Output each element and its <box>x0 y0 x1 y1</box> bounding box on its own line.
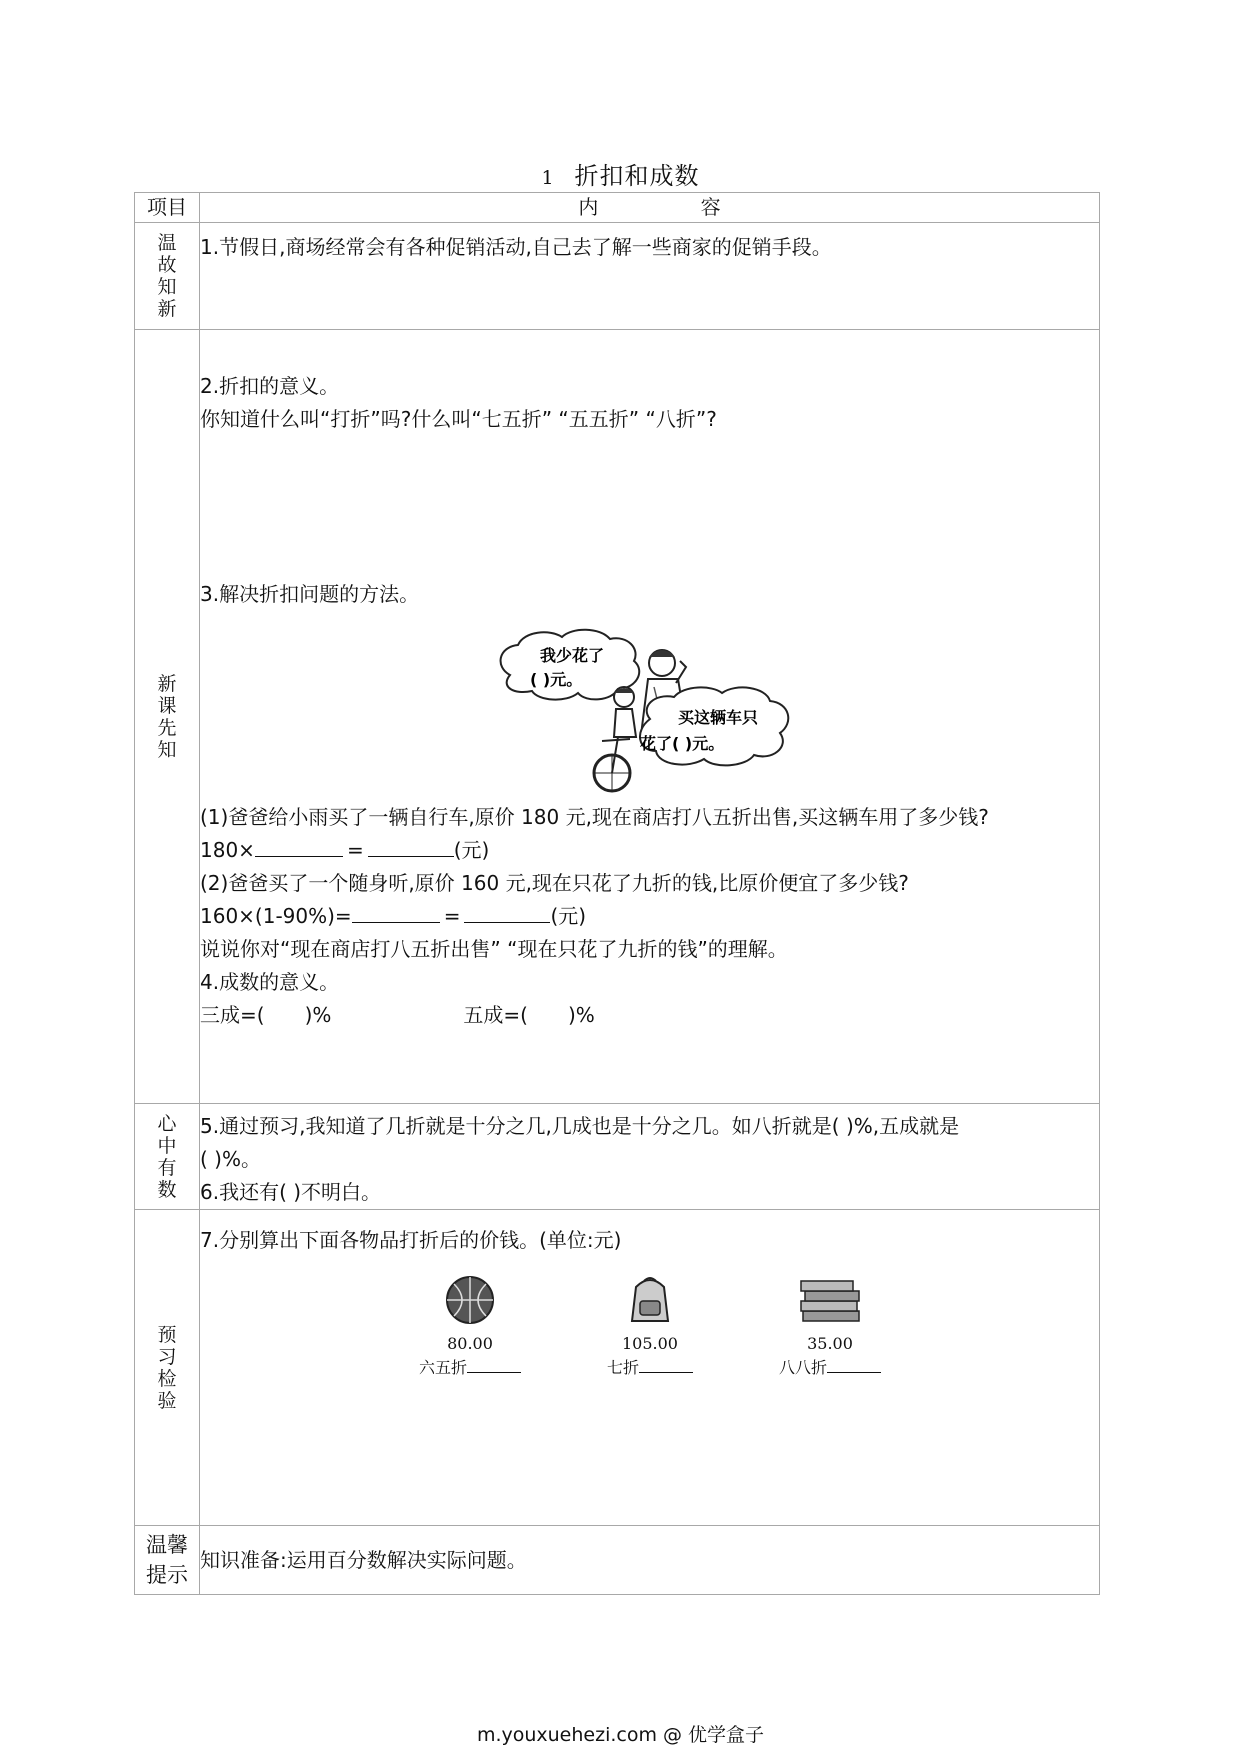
row-new-lesson <box>135 330 1100 1104</box>
problem-2: (2)爸爸买了一个随身听,原价 160 元,现在只花了九折的钱,比原价便宜了多少钱? <box>200 871 909 895</box>
item-discount: 六五折 <box>418 1358 467 1377</box>
bubble-1-line-1: 我少花了 <box>539 646 604 665</box>
title-number: 1 <box>541 167 555 189</box>
question-2-title: 2.折扣的意义。 <box>200 374 340 398</box>
bubble-2-line-2: 花了( )元。 <box>639 734 724 753</box>
row-self-check <box>135 1104 1100 1210</box>
label-new-lesson: 新课先知 <box>135 330 200 1104</box>
basketball-icon <box>442 1275 498 1325</box>
question-4-title: 4.成数的意义。 <box>200 970 340 994</box>
label-self-check: 心中有数 <box>135 1104 200 1210</box>
question-2-text: 你知道什么叫“打折”吗?什么叫“七五折” “五五折” “八折”? <box>200 407 717 431</box>
backpack-icon <box>622 1275 678 1325</box>
problem-2-equation: 160×(1-90%)= = (元) <box>200 900 1099 933</box>
bicycle-illustration <box>490 627 810 797</box>
bubble-1-line-2: ( )元。 <box>529 670 582 689</box>
item-books <box>760 1275 900 1380</box>
content-new-lesson <box>200 330 1100 1104</box>
item-backpack <box>580 1275 720 1380</box>
question-3-title: 3.解决折扣问题的方法。 <box>200 582 420 606</box>
answer-blank[interactable] <box>255 834 343 857</box>
answer-blank[interactable] <box>368 834 454 857</box>
answer-blank[interactable] <box>639 1356 693 1373</box>
problem-3: 说说你对“现在商店打八五折出售” “现在只花了九折的钱”的理解。 <box>200 937 788 961</box>
boy-on-bicycle <box>594 687 636 791</box>
item-price: 105.00 <box>622 1334 678 1353</box>
worksheet-table <box>134 192 1100 1595</box>
question-6: 6.我还有( )不明白。 <box>200 1180 382 1204</box>
header-row <box>135 193 1100 223</box>
answer-blank[interactable] <box>464 900 550 923</box>
item-discount: 八八折 <box>778 1358 827 1377</box>
tip-text: 知识准备:运用百分数解决实际问题。 <box>200 1547 527 1572</box>
content-preview-test <box>200 1210 1100 1526</box>
question-1: 1.节假日,商场经常会有各种促销活动,自己去了解一些商家的促销手段。 <box>200 235 832 259</box>
question-7: 7.分别算出下面各物品打折后的价钱。(单位:元) <box>200 1228 622 1252</box>
content-tip <box>200 1526 1100 1595</box>
item-discount: 七折 <box>606 1358 639 1377</box>
bubble-2-line-1: 买这辆车只 <box>677 708 758 727</box>
content-self-check <box>200 1104 1100 1210</box>
item-price: 35.00 <box>807 1334 853 1353</box>
header-item: 项目 <box>135 193 200 223</box>
row-preview-test <box>135 1210 1100 1526</box>
row-review <box>135 223 1100 330</box>
label-tip: 温馨 提示 <box>135 1526 200 1595</box>
problem-1-equation: 180× = (元) <box>200 834 1099 867</box>
content-review <box>200 223 1100 330</box>
question-5-line-2: ( )%。 <box>200 1147 261 1171</box>
answer-blank[interactable] <box>352 900 440 923</box>
answer-blank[interactable] <box>467 1356 521 1373</box>
question-4-fill: 三成=( )% 五成=( )% <box>200 1003 595 1027</box>
books-icon <box>795 1275 865 1325</box>
item-price: 80.00 <box>447 1334 493 1353</box>
label-preview-test: 预习检验 <box>135 1210 200 1526</box>
problem-1: (1)爸爸给小雨买了一辆自行车,原价 180 元,现在商店打八五折出售,买这辆车用了多少钱? <box>200 805 989 829</box>
question-5-line-1: 5.通过预习,我知道了几折就是十分之几,几成也是十分之几。如八折就是( )%,五成就是 <box>200 1114 960 1138</box>
answer-blank[interactable] <box>827 1356 881 1373</box>
item-basketball <box>400 1275 540 1380</box>
footer-source: m.youxuehezi.com @ 优学盒子 <box>476 1724 765 1746</box>
row-tip <box>135 1526 1100 1595</box>
item-list <box>400 1275 1099 1380</box>
title-text: 折扣和成数 <box>574 162 700 190</box>
page-title <box>0 156 1241 191</box>
label-review: 温故知新 <box>135 223 200 330</box>
header-content: 内 容 <box>200 193 1100 223</box>
